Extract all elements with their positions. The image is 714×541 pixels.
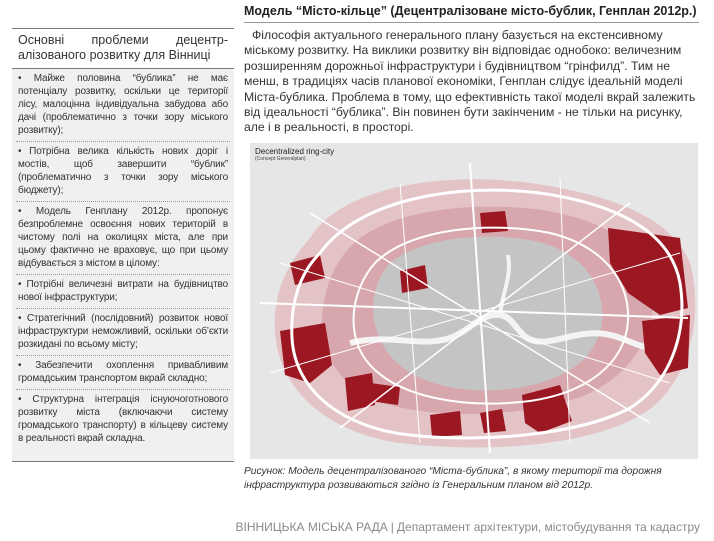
problems-sidebar bbox=[12, 28, 234, 462]
article-intro: Філософія актуального генерального плану базується на екстенсивному міському розвитку. На виклики розвитку він відповідає однобоко: величезним розширенням дорожньої інфраструктури і будівництвом “грінфилд”. Тим не менш, в традиціях часів планової економіки, Генплан слідує ідеальній моделі Міста-бублика. Проблема в тому, що ефективність такої моделі вкрай залежить від ідеальності “бублика”. Він повинен бути закінченим - не тільки на рисунку, але і в реальності, в просторі. bbox=[244, 28, 696, 135]
problems-list bbox=[12, 69, 234, 449]
list-item: • Потрібна велика кількість нових доріг і мостів, щоб завершити “бублик” (проблематично з точки зору міського бюджету); bbox=[16, 142, 230, 202]
footer-department: Департамент архітектури, містобудування та кадастру bbox=[396, 520, 700, 534]
list-item: • Стратегічний (послідовний) розвиток нової інфраструктури неможливий, оскільки об’єкти розкидані по всьому місту; bbox=[16, 309, 230, 356]
ring-city-map bbox=[250, 143, 698, 459]
figure-title: Decentralized ring-city bbox=[255, 147, 335, 156]
list-item: • Забезпечити охоплення привабливим громадським транспортом вкрай складно; bbox=[16, 356, 230, 390]
map-drawing bbox=[250, 143, 698, 459]
list-item: • Структурна інтеграція існуючоготнового розвитку міста (включаючи систему громадського транспорту) в кільцеву систему в реальності вкрай складна. bbox=[18, 394, 228, 444]
figure-subtitle: (Concept Generalplan) bbox=[255, 156, 306, 162]
figure-caption: Рисунок: Модель децентралізованого “Міста-бублика”, в якому території та дорожня інфраструктура розвиваються згідно із Генеральним планом від 2012р. bbox=[244, 466, 662, 491]
list-item: • Майже половина “бублика” не має потенціалу розвитку, оскільки це території лісу, малоцінна індивідуальна забудова або дачі (проблематично з точки зору міського розвитку); bbox=[16, 69, 230, 142]
list-item: • Модель Генплану 2012р. пропонує безпроблемне освоєння нових територій в чистому полі на околицях міста, але при цьому фактично не враховує, що при цьому відбувається з містом в цілому: bbox=[16, 202, 230, 275]
page-footer bbox=[235, 520, 700, 534]
list-item: • Потрібні величезні витрати на будівництво нової інфраструктури; bbox=[16, 275, 230, 309]
article-heading: Модель “Місто-кільце” (Децентралізоване місто-бублик, Генплан 2012р.) bbox=[244, 4, 697, 18]
footer-separator: | bbox=[390, 520, 394, 534]
footer-org: ВІННИЦЬКА МІСЬКА РАДА bbox=[235, 520, 388, 534]
sidebar-title: Основні проблеми децентр-алізованого розвитку для Вінниці bbox=[12, 29, 234, 69]
heading-divider bbox=[244, 22, 699, 23]
